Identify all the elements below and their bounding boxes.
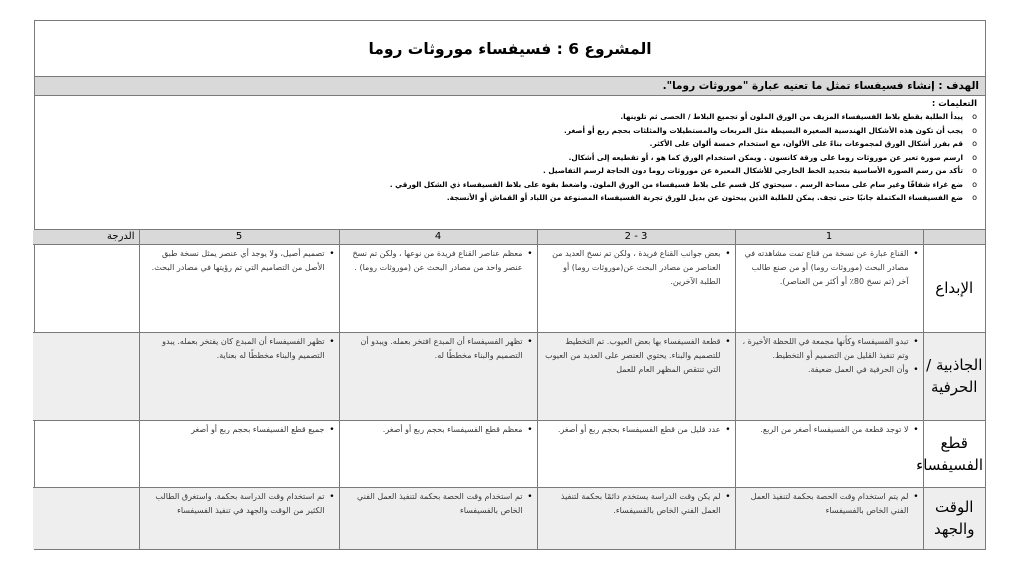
level-cell-text: • تم استخدام وقت الدراسة بحكمة. واستغرق الطالب الكثير من الوقت والجهد في تنفيذ الفسيفساء bbox=[144, 490, 325, 518]
level-cell-list bbox=[740, 335, 919, 377]
level-cell-text: • عدد قليل من قطع الفسيفساء بحجم ربع أو أصغر. bbox=[542, 423, 721, 437]
level-cell-text: • لم يتم استخدام وقت الحصة بحكمة لتنفيذ العمل الفني الخاص بالفسيفساء bbox=[740, 490, 909, 518]
title-row bbox=[35, 21, 985, 77]
level-cell-text: • بعض جوانب القناع فريدة ، ولكن تم نسخ العديد من العناصر من مصادر البحث عن(موروثات روما) أو الطلبة الآخرين. bbox=[542, 247, 721, 289]
instruction-text: يجب أن تكون هذه الأشكال الهندسية الصغيرة البسيطة مثل المربعات والمستطيلات والمثلثات بحجم ربع أو أصغر. bbox=[564, 125, 963, 135]
rubric-header-row bbox=[33, 230, 985, 244]
level-cell-text: • معظم قطع الفسيفساء بحجم ربع أو أصغر. bbox=[344, 423, 523, 437]
goal-row bbox=[35, 77, 985, 96]
instruction-item bbox=[41, 137, 977, 151]
level-cell bbox=[537, 420, 735, 487]
level-cell bbox=[139, 332, 339, 420]
level-cell bbox=[735, 332, 923, 420]
instruction-text: تأكد من رسم الصورة الأساسية بتحديد الخط الخارجي للأشكال المعبرة عن موروثات روما دون الحاجة لرسم التفاصيل . bbox=[543, 166, 963, 175]
level-header: 3 - 2 bbox=[537, 230, 735, 244]
level-cell bbox=[139, 420, 339, 487]
instruction-item bbox=[41, 164, 977, 178]
level-cell-list bbox=[542, 247, 731, 289]
circle-bullet-icon: o bbox=[972, 139, 977, 148]
grade-cell bbox=[33, 487, 139, 549]
level-cell-text: • تبدو الفسيفساء وكأنها مجمعة في اللحظة الأخيرة ، وتم تنفيذ القليل من التصميم أو التخطيط. bbox=[740, 335, 909, 363]
level-cell bbox=[139, 244, 339, 332]
instruction-item bbox=[41, 110, 977, 124]
level-cell-list bbox=[144, 247, 335, 275]
goal-text: إنشاء فسيفساء تمثل ما تعنيه عبارة "موروثات روما". bbox=[662, 80, 935, 92]
level-cell-text: • القناع عبارة عن نسخة من قناع تمت مشاهدته في مصادر البحث (موروثات روما) أو من صنع طالب آخر (تم نسخ 80٪ أو أكثر من العناصر). bbox=[740, 247, 909, 289]
level-cell bbox=[537, 487, 735, 549]
instruction-item bbox=[41, 151, 977, 165]
level-cell bbox=[339, 420, 537, 487]
circle-bullet-icon: o bbox=[972, 193, 977, 202]
level-cell-list bbox=[542, 490, 731, 518]
criterion-cell: قطع الفسيفساء bbox=[923, 420, 985, 487]
grade-cell bbox=[33, 332, 139, 420]
instructions-list bbox=[41, 110, 977, 205]
circle-bullet-icon: o bbox=[972, 166, 977, 175]
level-cell-list bbox=[344, 247, 533, 275]
rubric-sheet bbox=[34, 20, 986, 550]
level-cell-list bbox=[144, 335, 335, 363]
level-cell bbox=[537, 332, 735, 420]
goal-label: الهدف : bbox=[938, 80, 979, 92]
level-cell bbox=[537, 244, 735, 332]
level-cell-text: • وأن الحرفية في العمل ضعيفة. bbox=[740, 363, 909, 377]
level-cell bbox=[139, 487, 339, 549]
rubric-row bbox=[33, 420, 985, 487]
level-cell bbox=[735, 420, 923, 487]
level-cell-text: • تصميم أصيل، ولا يوجد أي عنصر يمثل نسخة طبق الأصل من التصاميم التي تم رؤيتها في مصادر البحث. bbox=[144, 247, 325, 275]
project-title: المشروع 6 : فسيفساء موروثات روما bbox=[368, 39, 652, 58]
instruction-item bbox=[41, 178, 977, 192]
instruction-item bbox=[41, 191, 977, 205]
level-cell-list bbox=[740, 490, 919, 518]
instruction-text: يبدأ الطلبة بقطع بلاط الفسيفساء المزيف من الورق الملون أو تجميع البلاط / الحصى ثم تلوينها. bbox=[620, 112, 963, 121]
level-cell-list bbox=[542, 335, 731, 377]
level-cell bbox=[339, 244, 537, 332]
instruction-text: قم بفرز أشكال الورق لمجموعات بناءً على الألوان، مع استخدام خمسة ألوان على الأكثر. bbox=[649, 139, 963, 148]
rubric-row bbox=[33, 487, 985, 549]
level-cell-text: • لا توجد قطعة من الفسيفساء أصغر من الربع. bbox=[740, 423, 909, 437]
circle-bullet-icon: o bbox=[972, 179, 977, 189]
rubric-row bbox=[33, 332, 985, 420]
level-header: 4 bbox=[339, 230, 537, 244]
grade-cell bbox=[33, 420, 139, 487]
rubric-table bbox=[33, 230, 985, 549]
level-cell-list bbox=[344, 490, 533, 518]
level-header: 5 bbox=[139, 230, 339, 244]
level-cell-list bbox=[344, 423, 533, 437]
instructions-section bbox=[35, 96, 985, 230]
grade-cell bbox=[33, 244, 139, 332]
criterion-cell: الإبداع bbox=[923, 244, 985, 332]
instructions-label: التعليمات : bbox=[931, 99, 977, 109]
level-cell bbox=[735, 244, 923, 332]
level-cell-list bbox=[144, 423, 335, 437]
level-cell-text: • جميع قطع الفسيفساء بحجم ربع أو أصغر bbox=[144, 423, 325, 437]
level-cell-text: • لم يكن وقت الدراسة يستخدم دائمًا بحكمة لتنفيذ العمل الفني الخاص بالفسيفساء. bbox=[542, 490, 721, 518]
level-cell bbox=[339, 332, 537, 420]
level-cell bbox=[735, 487, 923, 549]
instruction-text: ضع الفسيفساء المكتملة جانبًا حتى تجف. يمكن للطلبة الذين يبحثون عن بديل للورق تجربة الفسيفساء المصنوعة من اللباد أو القماش أو الأنسجة. bbox=[446, 193, 963, 202]
circle-bullet-icon: o bbox=[972, 112, 977, 121]
instruction-text: ضع غراء شفافًا وغير سام على مساحة الرسم . سيحتوي كل قسم على بلاط فسيفساء من الورق الملون. واضغط بقوة على بلاط الفسيفساء ذي الشكل الورقي . bbox=[389, 179, 963, 189]
level-cell-list bbox=[740, 247, 919, 289]
instruction-text: ارسم صورة تعبر عن موروثات روما على ورقة كانسون . ويمكن استخدام الورق كما هو ، أو تقطيعه إلى أشكال. bbox=[568, 152, 963, 162]
circle-bullet-icon: o bbox=[972, 152, 977, 162]
level-cell-text: • معظم عناصر القناع فريدة من نوعها ، ولكن تم نسخ عنصر واحد من مصادر البحث عن (موروثات روما) . bbox=[344, 247, 523, 275]
instruction-item bbox=[41, 124, 977, 138]
level-cell-text: • تم استخدام وقت الحصة بحكمة لتنفيذ العمل الفني الخاص بالفسيفساء bbox=[344, 490, 523, 518]
rubric-row bbox=[33, 244, 985, 332]
criterion-cell: الجاذبية / الحرفية bbox=[923, 332, 985, 420]
level-cell-list bbox=[144, 490, 335, 518]
level-cell-text: • تظهر الفسيفساء أن المبدع افتخر بعمله. ويبدو أن التصميم والبناء مخططًا له. bbox=[344, 335, 523, 363]
circle-bullet-icon: o bbox=[972, 125, 977, 135]
criterion-cell: الوقت والجهد bbox=[923, 487, 985, 549]
criterion-header bbox=[923, 230, 985, 244]
level-cell-list bbox=[344, 335, 533, 363]
level-header: 1 bbox=[735, 230, 923, 244]
level-cell bbox=[339, 487, 537, 549]
grade-header: الدرجة bbox=[33, 230, 139, 244]
level-cell-list bbox=[740, 423, 919, 437]
level-cell-list bbox=[542, 423, 731, 437]
level-cell-text: • تظهر الفسيفساء أن المبدع كان يفتخر بعمله. يبدو التصميم والبناء مخططًا له بعناية. bbox=[144, 335, 325, 363]
level-cell-text: • قطعة الفسيفساء بها بعض العيوب. تم التخطيط للتصميم والبناء. يحتوي العنصر على العديد من العيوب التي تنتقص المظهر العام للعمل bbox=[542, 335, 721, 377]
